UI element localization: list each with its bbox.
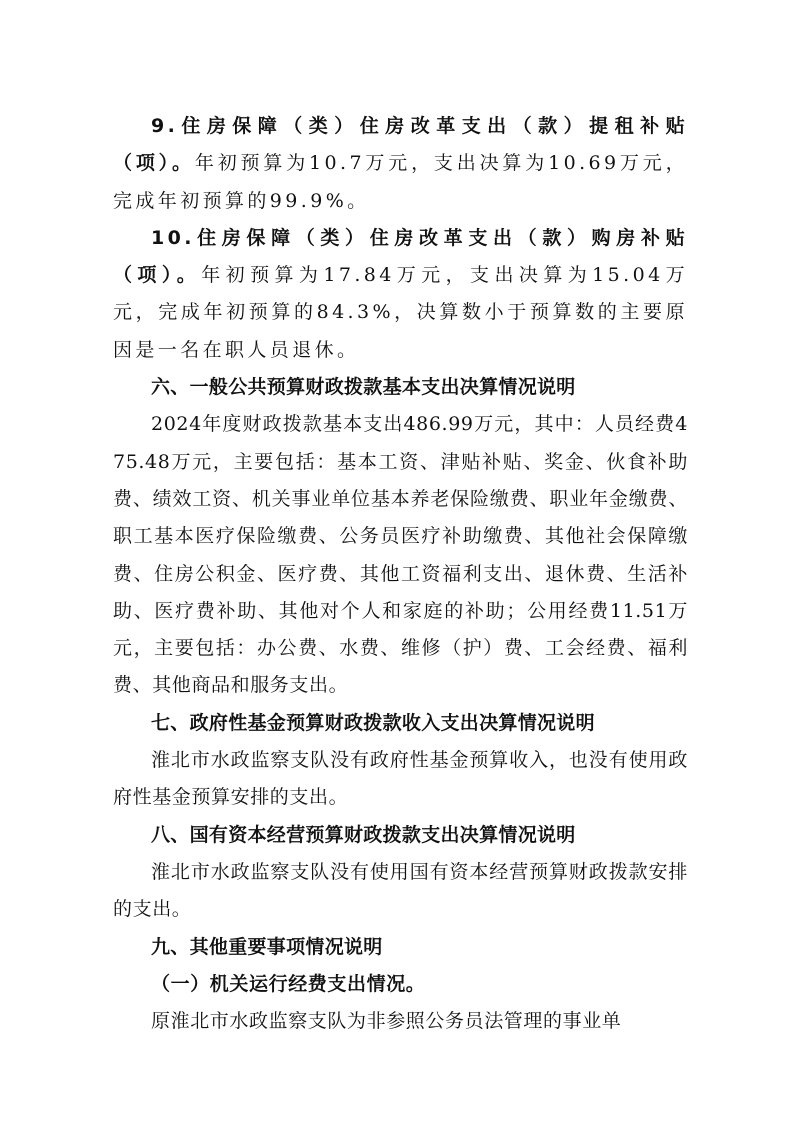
section-8-body: 淮北市水政监察支队没有使用国有资本经营预算财政拨款安排的支出。 [113, 860, 688, 921]
section-7-body: 淮北市水政监察支队没有政府性基金预算收入，也没有使用政府性基金预算安排的支出。 [113, 749, 688, 809]
item-10-title: 10.住房保障（类）住房改革支出（款）购房补贴（项）。 [113, 226, 688, 287]
document-body [113, 108, 688, 1040]
section-6-body: 2024年度财政拨款基本支出486.99万元，其中：人员经费475.48万元，主要包括：基本工资、津贴补贴、奖金、伙食补助费、绩效工资、机关事业单位基本养老保险缴费、职业年金缴费、职工基本医疗保险缴费、公务员医疗补助缴费、其他社会保障缴费、住房公积金、医疗费、其他工资福利支出、退休费、生活补助、医疗费补助、其他对个人和家庭的补助；公用经费11.51万元，主要包括：办公费、水费、维修（护）费、工会经费、福利费、其他商品和服务支出。 [113, 413, 688, 697]
section-8-heading: 八、国有资本经营预算财政拨款支出决算情况说明 [151, 823, 576, 846]
section-9-sub1-heading: （一）机关运行经费支出情况。 [151, 972, 426, 995]
item-9-body: 年初预算为10.7万元，支出决算为10.69万元，完成年初预算的99.9%。 [113, 152, 688, 212]
section-6-heading: 六、一般公共预算财政拨款基本支出决算情况说明 [151, 376, 576, 399]
section-9-heading: 九、其他重要事项情况说明 [151, 935, 383, 958]
section-7-heading: 七、政府性基金预算财政拨款收入支出决算情况说明 [151, 711, 595, 734]
item-9-title: 9.住房保障（类）住房改革支出（款）提租补贴（项）。 [113, 115, 688, 175]
item-10-paragraph [113, 220, 688, 369]
section-9-sub1-body: 原淮北市水政监察支队为非参照公务员法管理的事业单 [151, 1010, 622, 1033]
item-9-paragraph [113, 108, 688, 220]
item-10-body: 年初预算为17.84万元，支出决算为15.04万元，完成年初预算的84.3%，决算数小于预算数的主要原因是一名在职人员退休。 [113, 264, 689, 361]
